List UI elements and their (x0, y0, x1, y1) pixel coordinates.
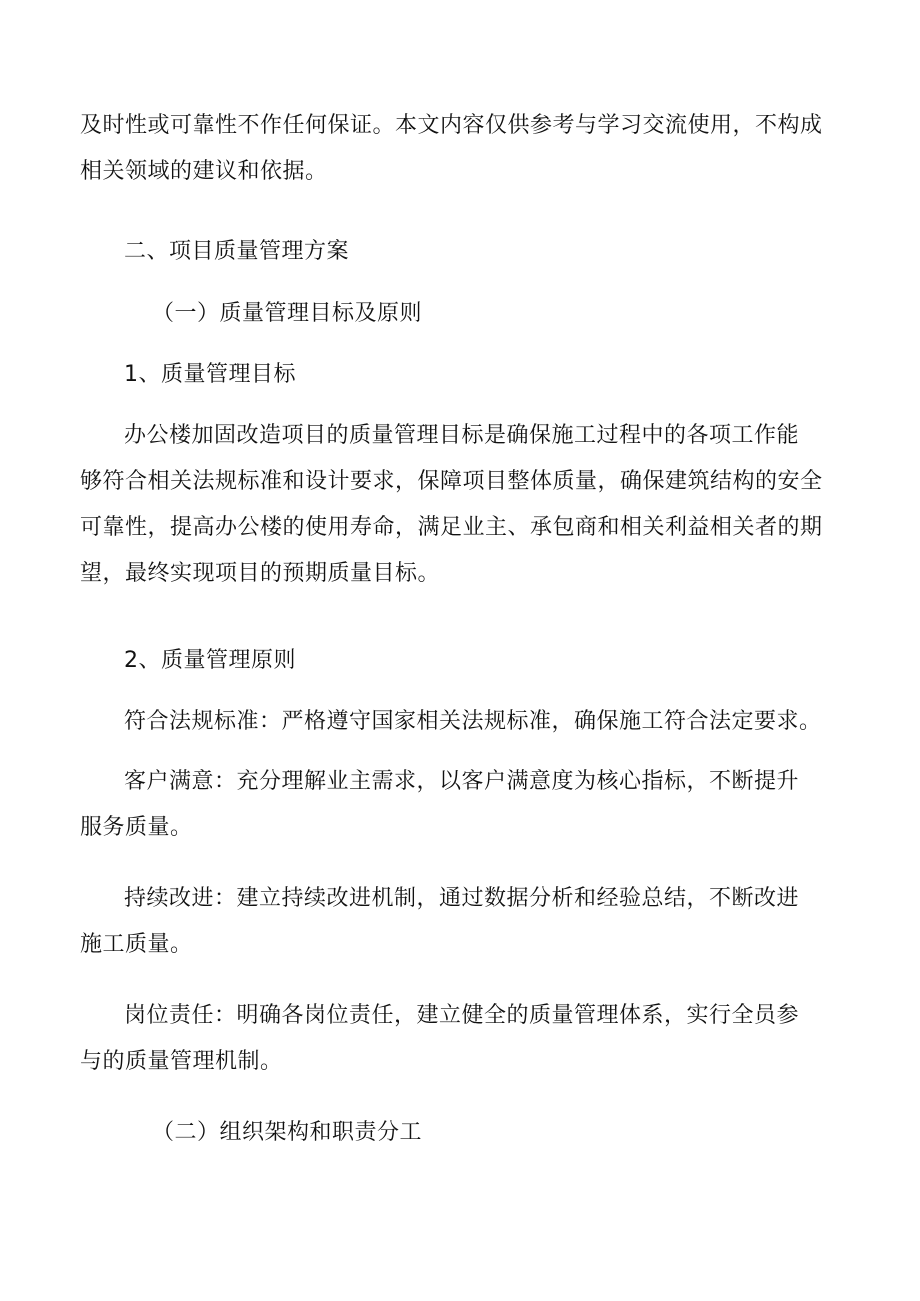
section-title: 二、项目质量管理方案 (124, 239, 350, 264)
text-line: 服务质量。 (80, 815, 193, 840)
text-line: 岗位责任：明确各岗位责任，建立健全的质量管理体系，实行全员参 (124, 1003, 800, 1028)
text-line: 及时性或可靠性不作任何保证。本文内容仅供参考与学习交流使用，不构成 (80, 113, 823, 138)
text-line: 符合法规标准：严格遵守国家相关法规标准，确保施工符合法定要求。 (124, 709, 822, 734)
goal-paragraph (80, 420, 840, 590)
disclaimer-paragraph (80, 110, 840, 188)
text-line: 可靠性，提高办公楼的使用寿命，满足业主、承包商和相关利益相关者的期 (80, 515, 823, 540)
principle-paragraph (80, 1000, 840, 1078)
text-line: 望，最终实现项目的预期质量目标。 (80, 561, 441, 586)
text-line: 持续改进：建立持续改进机制，通过数据分析和经验总结，不断改进 (124, 886, 800, 911)
text-line: 办公楼加固改造项目的质量管理目标是确保施工过程中的各项工作能 (124, 423, 800, 448)
text-line: 客户满意：充分理解业主需求，以客户满意度为核心指标，不断提升 (124, 769, 800, 794)
heading-quality-principles: 2、质量管理原则 (124, 648, 296, 673)
subsection-title-1: （一）质量管理目标及原则 (152, 301, 423, 326)
principle-paragraph (80, 766, 840, 844)
text-line: 与的质量管理机制。 (80, 1049, 283, 1074)
principle-paragraph (80, 883, 840, 961)
text-line: 相关领域的建议和依据。 (80, 159, 328, 184)
subsection-title-2: （二）组织架构和职责分工 (152, 1120, 423, 1145)
text-line: 施工质量。 (80, 932, 193, 957)
heading-quality-goal: 1、质量管理目标 (124, 362, 296, 387)
principle-paragraph (80, 706, 840, 738)
text-line: 够符合相关法规标准和设计要求，保障项目整体质量，确保建筑结构的安全 (80, 469, 823, 494)
